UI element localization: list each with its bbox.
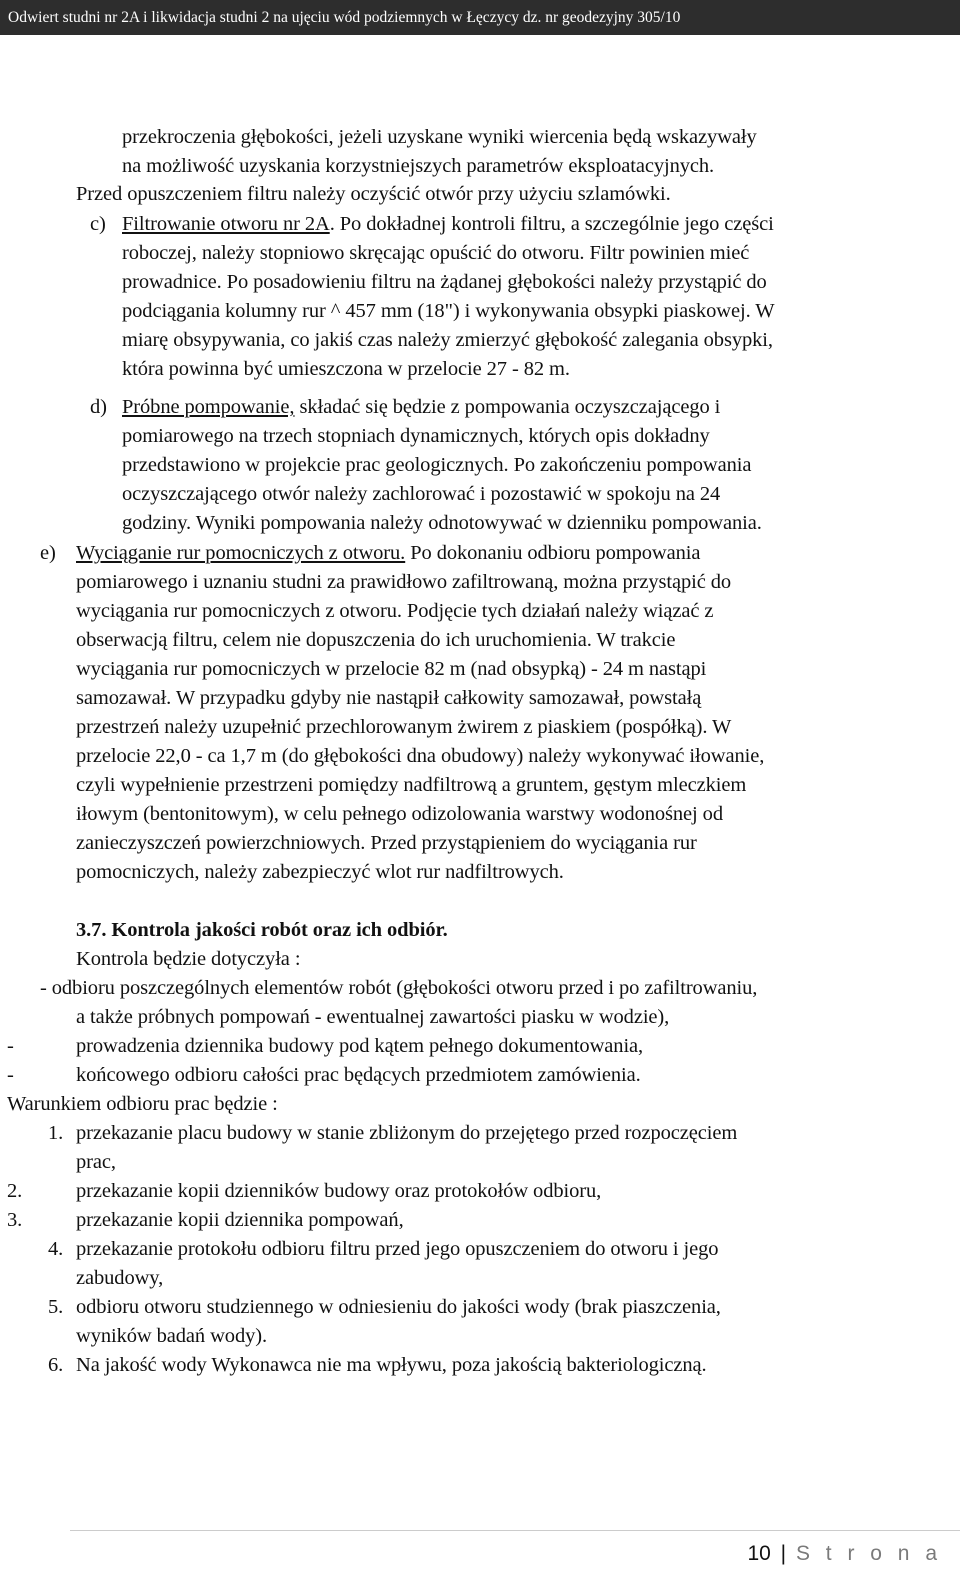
paragraph-line: roboczej, należy stopniowo skręcając opuścić do otworu. Filtr powinien mieć: [122, 242, 750, 264]
paragraph-line: przelocie 22,0 - ca 1,7 m (do głębokości dna obudowy) należy wykonywać iłowanie,: [76, 745, 765, 767]
list-item-e-first-line: [76, 540, 700, 566]
paragraph-line: Warunkiem odbioru prac będzie :: [7, 1093, 278, 1115]
list-number: 3.: [7, 1209, 23, 1231]
list-marker-dash: -: [7, 1035, 14, 1057]
list-item: przekazanie kopii dziennika pompowań,: [76, 1209, 404, 1231]
list-item: przekazanie placu budowy w stanie zbliżonym do przejętego przed rozpoczęciem: [76, 1122, 738, 1144]
paragraph-line: przekroczenia głębokości, jeżeli uzyskane wyniki wiercenia będą wskazywały: [122, 126, 757, 148]
paragraph-line: na możliwość uzyskania korzystniejszych parametrów eksploatacyjnych.: [122, 155, 715, 177]
paragraph-line: pomiarowego i uznaniu studni za prawidłowo zafiltrowaną, można przystąpić do: [76, 571, 732, 593]
list-item-continuation: prac,: [76, 1151, 116, 1173]
paragraph-text: . Po dokładnej kontroli filtru, a szczególnie jego części: [329, 213, 774, 235]
list-number: 5.: [48, 1296, 64, 1318]
header-title: Odwiert studni nr 2A i likwidacja studni 2 na ujęciu wód podziemnych w Łęczycy dz. nr geodezyjny 305/10: [8, 9, 681, 26]
list-item: odbioru otworu studziennego w odniesieniu do jakości wody (brak piaszczenia,: [76, 1296, 721, 1318]
list-item: przekazanie protokołu odbioru filtru przed jego opuszczeniem do otworu i jego: [76, 1238, 719, 1260]
paragraph-line: pomiarowego na trzech stopniach dynamicznych, których opis dokładny: [122, 425, 710, 447]
list-item-d-first-line: [122, 394, 720, 420]
list-item-continuation: a także próbnych pompowań - ewentualnej zawartości piasku w wodzie),: [76, 1006, 670, 1028]
paragraph-line: która powinna być umieszczona w przelocie 27 - 82 m.: [122, 358, 570, 380]
page-footer: [747, 1541, 942, 1567]
list-item: przekazanie kopii dzienników budowy oraz protokołów odbioru,: [76, 1180, 602, 1202]
paragraph-line: iłowym (bentonitowym), w celu pełnego odizolowania warstwy wodonośnej od: [76, 803, 723, 825]
section-d-title: Próbne pompowanie,: [122, 396, 295, 418]
list-item-continuation: zabudowy,: [76, 1267, 164, 1289]
paragraph-line: przedstawiono w projekcie prac geologicznych. Po zakończeniu pompowania: [122, 454, 752, 476]
footer-divider: [70, 1530, 960, 1531]
list-item: Na jakość wody Wykonawca nie ma wpływu, poza jakością bakteriologiczną.: [76, 1354, 707, 1376]
list-item: - odbioru poszczególnych elementów robót (głębokości otworu przed i po zafiltrowaniu,: [40, 977, 758, 999]
paragraph-line: godziny. Wyniki pompowania należy odnotowywać w dzienniku pompowania.: [122, 512, 762, 534]
list-number: 6.: [48, 1354, 64, 1376]
list-marker-d: d): [90, 396, 107, 418]
document-header: [0, 0, 960, 35]
list-item: prowadzenia dziennika budowy pod kątem pełnego dokumentowania,: [76, 1035, 644, 1057]
paragraph-line: zanieczyszczeń powierzchniowych. Przed przystąpieniem do wyciągania rur: [76, 832, 697, 854]
paragraph-line: podciągania kolumny rur ^ 457 mm (18") i wykonywania obsypki piaskowej. W: [122, 300, 775, 322]
paragraph-line: samozawał. W przypadku gdyby nie nastąpił całkowity samozawał, powstałą: [76, 687, 702, 709]
page-number: 10: [747, 1542, 771, 1565]
paragraph-line: Kontrola będzie dotyczyła :: [76, 948, 301, 970]
list-marker-e: e): [40, 542, 56, 564]
paragraph-line: Przed opuszczeniem filtru należy oczyścić otwór przy użyciu szlamówki.: [76, 183, 671, 205]
section-heading: 3.7. Kontrola jakości robót oraz ich odbiór.: [76, 919, 448, 941]
page-label: S t r o n a: [795, 1542, 942, 1565]
paragraph-line: oczyszczającego otwór należy zachlorować i pozostawić w spokoju na 24: [122, 483, 721, 505]
paragraph-line: czyli wypełnienie przestrzeni pomiędzy nadfiltrową a gruntem, gęstym mleczkiem: [76, 774, 747, 796]
list-number: 1.: [48, 1122, 64, 1144]
list-number: 4.: [48, 1238, 64, 1260]
section-e-title: Wyciąganie rur pomocniczych z otworu.: [76, 542, 406, 564]
footer-separator: |: [780, 1542, 787, 1565]
list-item-c-first-line: [122, 211, 774, 237]
section-c-title: Filtrowanie otworu nr 2A: [122, 213, 330, 235]
paragraph-line: pomocniczych, należy zabezpieczyć wlot rur nadfiltrowych.: [76, 861, 564, 883]
list-marker-c: c): [90, 213, 106, 235]
list-number: 2.: [7, 1180, 23, 1202]
paragraph-line: prowadnice. Po posadowieniu filtru na żądanej głębokości należy przystąpić do: [122, 271, 767, 293]
list-item-continuation: wyników badań wody).: [76, 1325, 268, 1347]
list-marker-dash: -: [7, 1064, 14, 1086]
paragraph-line: miarę obsypywania, co jakiś czas należy zmierzyć głębokość zalegania obsypki,: [122, 329, 773, 351]
paragraph-line: wyciągania rur pomocniczych w przelocie 82 m (nad obsypką) - 24 m nastąpi: [76, 658, 707, 680]
paragraph-text: składać się będzie z pompowania oczyszczającego i: [294, 396, 721, 418]
paragraph-text: Po dokonaniu odbioru pompowania: [405, 542, 701, 564]
list-item: końcowego odbioru całości prac będących przedmiotem zamówienia.: [76, 1064, 641, 1086]
paragraph-line: obserwacją filtru, celem nie dopuszczenia do ich uruchomienia. W trakcie: [76, 629, 676, 651]
paragraph-line: przestrzeń należy uzupełnić przechlorowanym żwirem z piaskiem (pospółką). W: [76, 716, 732, 738]
paragraph-line: wyciągania rur pomocniczych z otworu. Podjęcie tych działań należy wiązać z: [76, 600, 714, 622]
